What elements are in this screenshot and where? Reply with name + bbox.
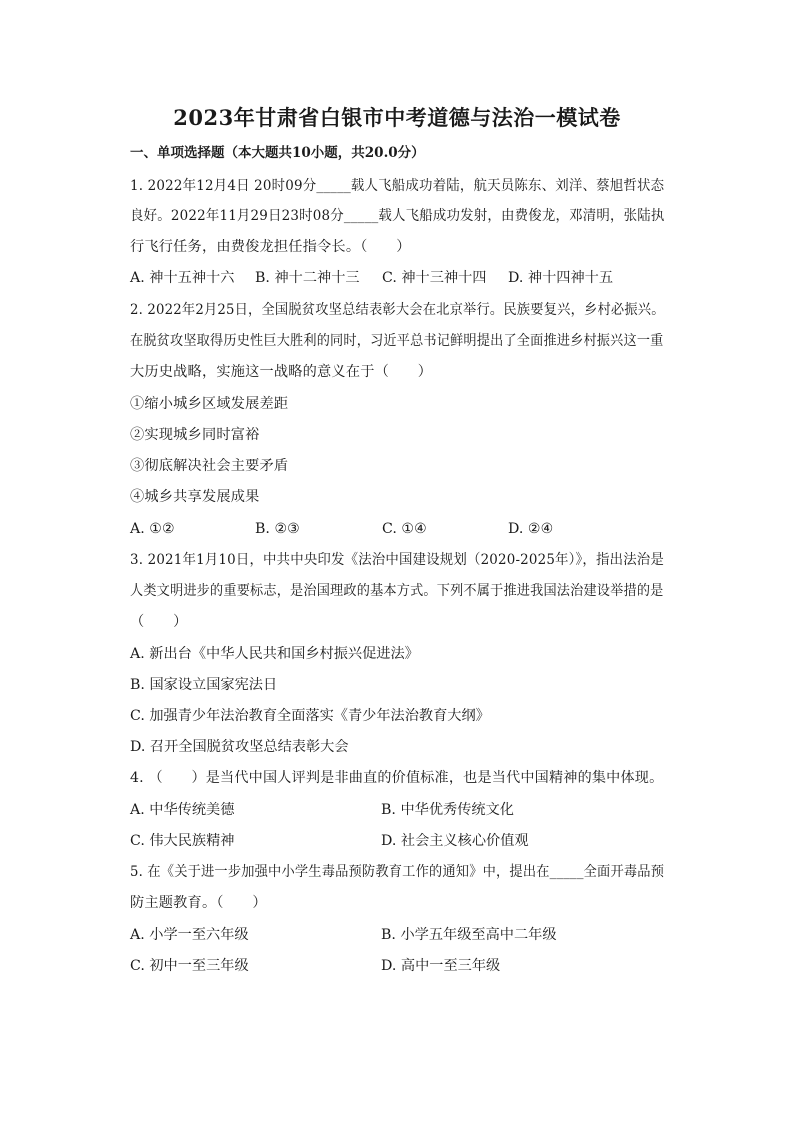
question-2-option-a: A. ①② <box>130 521 175 537</box>
question-2-statement-3: ③彻底解决社会主要矛盾 <box>130 458 289 474</box>
question-4-option-b: B. 中华优秀传统文化 <box>381 802 514 818</box>
question-1-option-d: D. 神十四神十五 <box>508 270 614 286</box>
question-1-option-b: B. 神十二神十三 <box>255 270 360 286</box>
question-3-option-d: D. 召开全国脱贫攻坚总结表彰大会 <box>130 739 349 755</box>
question-1-option-a: A. 神十五神十六 <box>130 270 235 286</box>
question-2-option-c: C. ①④ <box>382 521 427 537</box>
question-1-option-c: C. 神十三神十四 <box>382 270 487 286</box>
question-4-line-1: 4. （ ）是当代中国人评判是非曲直的价值标准，也是当代中国精神的集中体现。 <box>130 770 664 786</box>
question-2-line-2: 在脱贫攻坚取得历史性巨大胜利的同时，习近平总书记鲜明提出了全面推进乡村振兴这一重 <box>130 333 664 349</box>
question-3-line-3: （ ） <box>130 614 188 630</box>
question-2-statement-2: ②实现城乡同时富裕 <box>130 427 260 443</box>
question-2-statement-1: ①缩小城乡区域发展差距 <box>130 396 289 412</box>
question-5-option-c: C. 初中一至三年级 <box>130 958 249 974</box>
question-5-line-1: 5. 在《关于进一步加强中小学生毒品预防教育工作的通知》中，提出在_____全面开毒品预 <box>130 864 665 880</box>
question-3-option-a: A. 新出台《中华人民共和国乡村振兴促进法》 <box>130 646 419 662</box>
question-3-line-2: 人类文明进步的重要标志，是治国理政的基本方式。下列不属于推进我国法治建设举措的是 <box>130 583 664 599</box>
question-5-line-2: 防主题教育。（ ） <box>130 895 267 911</box>
question-5-option-b: B. 小学五年级至高中二年级 <box>381 927 557 943</box>
question-2-option-d: D. ②④ <box>508 521 554 537</box>
question-4-option-d: D. 社会主义核心价值观 <box>381 833 529 849</box>
question-3-option-b: B. 国家设立国家宪法日 <box>130 677 278 693</box>
question-1-line-3: 行飞行任务，由费俊龙担任指令长。（ ） <box>130 239 411 255</box>
section-heading: 一、单项选择题（本大题共10小题，共20.0分） <box>130 145 425 161</box>
question-3-line-1: 3. 2021年1月10日，中共中央印发《法治中国建设规划（2020-2025年）》，指出法治是 <box>130 552 664 568</box>
question-5-option-a: A. 小学一至六年级 <box>130 927 249 943</box>
question-2-statement-4: ④城乡共享发展成果 <box>130 489 260 505</box>
question-4-option-a: A. 中华传统美德 <box>130 802 235 818</box>
question-1-line-2: 良好。2022年11月29日23时08分_____载人飞船成功发射，由费俊龙，邓清明，张陆执 <box>130 208 665 224</box>
question-2-line-3: 大历史战略，实施这一战略的意义在于（ ） <box>130 364 433 380</box>
question-2-option-b: B. ②③ <box>255 521 300 537</box>
question-2-line-1: 2. 2022年2月25日，全国脱贫攻坚总结表彰大会在北京举行。民族要复兴，乡村必振兴。 <box>130 302 665 318</box>
question-3-option-c: C. 加强青少年法治教育全面落实《青少年法治教育大纲》 <box>130 708 490 724</box>
question-4-option-c: C. 伟大民族精神 <box>130 833 235 849</box>
question-1-line-1: 1. 2022年12月4日 20时09分_____载人飞船成功着陆，航天员陈东、刘洋、蔡旭哲状态 <box>130 178 665 194</box>
question-5-option-d: D. 高中一至三年级 <box>381 958 501 974</box>
exam-title: 2023年甘肃省白银市中考道德与法治一模试卷 <box>173 105 621 130</box>
